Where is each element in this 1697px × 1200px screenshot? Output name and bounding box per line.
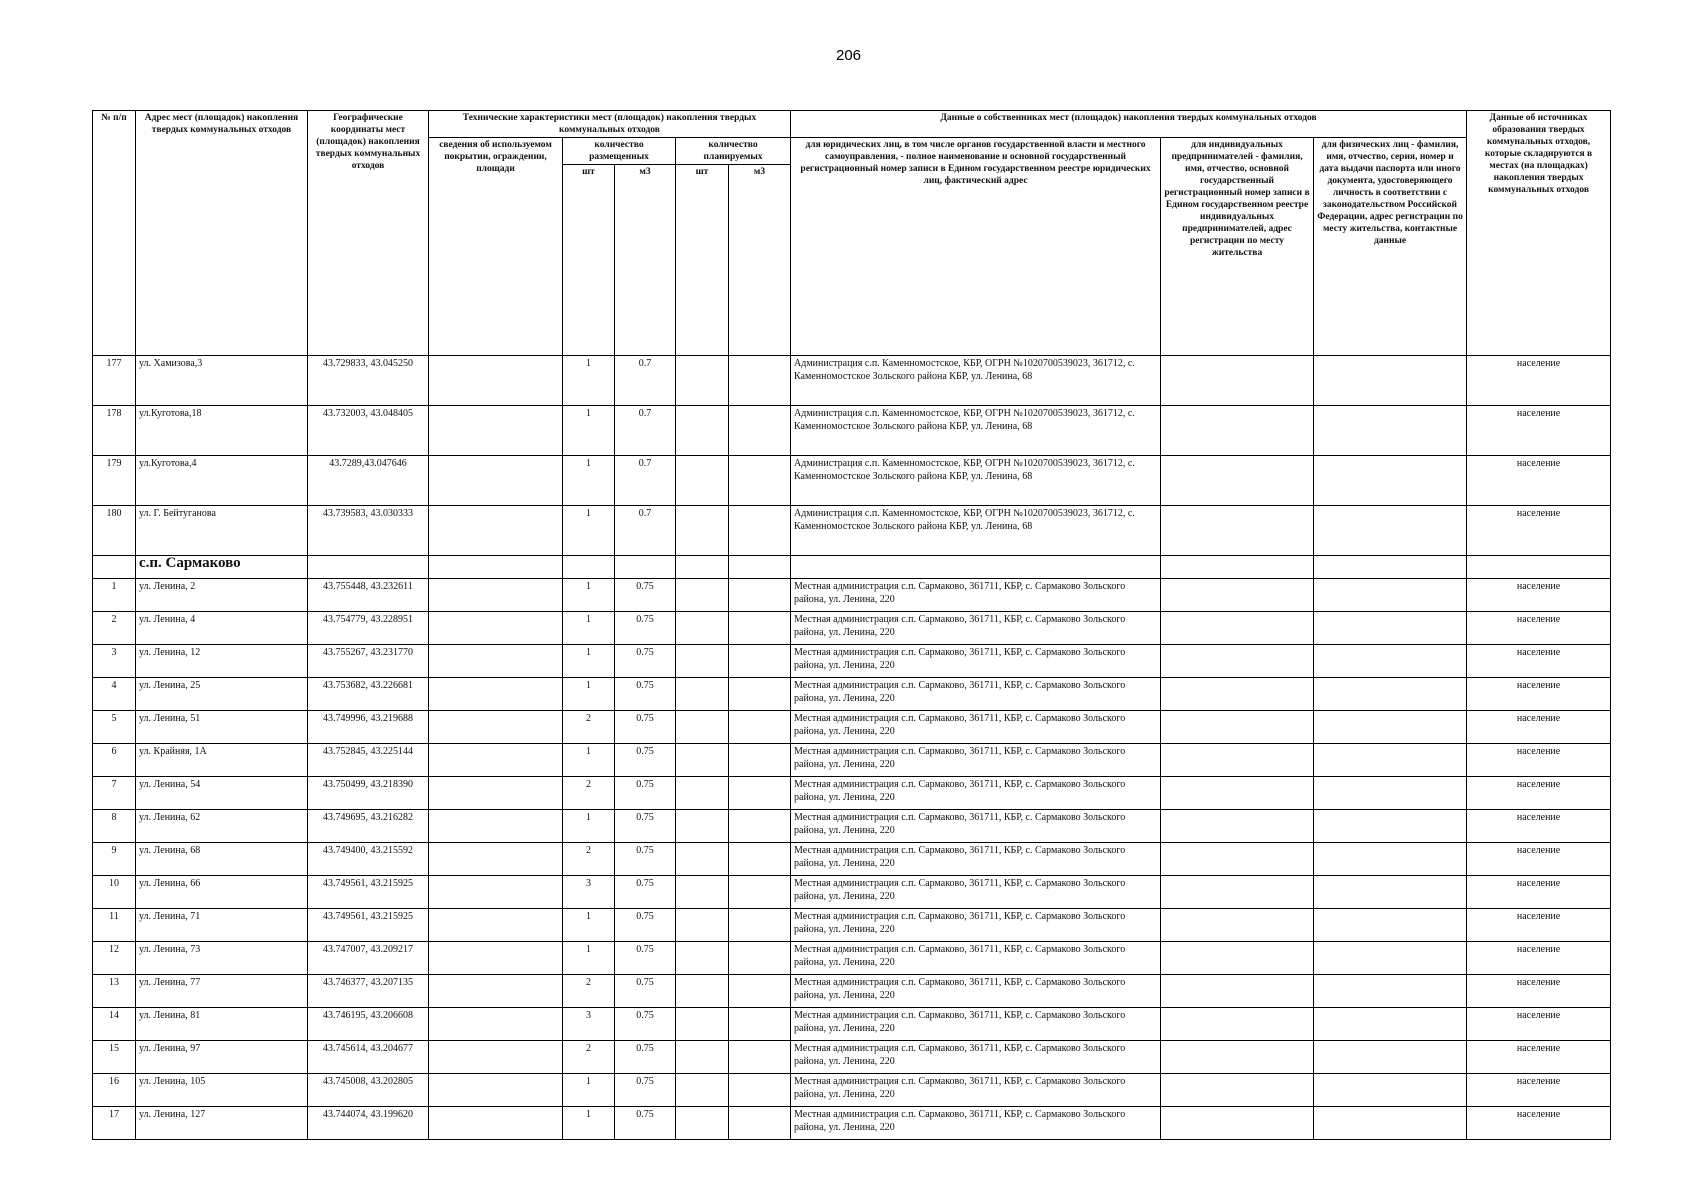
cell-cover (429, 612, 563, 645)
cell-m3: 0.75 (615, 579, 676, 612)
cell-pcs: 3 (563, 876, 615, 909)
cell-m3-planned (729, 1074, 791, 1107)
cell-owner-phys (1314, 1041, 1467, 1074)
table-row (93, 1041, 1611, 1074)
cell-pcs-planned (676, 678, 729, 711)
cell-address: ул. Ленина, 105 (136, 1074, 308, 1107)
cell-owner-ip (1161, 1041, 1314, 1074)
cell-m3-planned (729, 356, 791, 406)
cell-pcs: 1 (563, 456, 615, 506)
cell-pcs: 1 (563, 579, 615, 612)
cell-owner-ip (1161, 506, 1314, 556)
cell-address: ул.Куготова,4 (136, 456, 308, 506)
cell-pcs-planned (676, 942, 729, 975)
cell-owner-phys (1314, 975, 1467, 1008)
cell-pcs-planned (676, 645, 729, 678)
cell-source: население (1467, 777, 1611, 810)
cell-owner-legal: Местная администрация с.п. Сармаково, 361711, КБР, с. Сармаково Зольского района, ул. Ленина, 220 (791, 1008, 1161, 1041)
cell-pcs: 1 (563, 645, 615, 678)
cell-owner-legal: Администрация с.п. Каменномостское, КБР, ОГРН №1020700539023, 361712, с. Каменномостское Зольского района КБР, ул. Ленина, 68 (791, 456, 1161, 506)
cell-address: ул. Ленина, 68 (136, 843, 308, 876)
cell-owner-phys (1314, 579, 1467, 612)
cell-coords: 43.746195, 43.206608 (308, 1008, 429, 1041)
cell-owner-phys (1314, 612, 1467, 645)
cell-address: ул. Ленина, 77 (136, 975, 308, 1008)
cell-pcs-planned (676, 456, 729, 506)
cell-source: население (1467, 678, 1611, 711)
cell-num: 13 (93, 975, 136, 1008)
cell-m3-planned (729, 579, 791, 612)
cell-m3: 0.75 (615, 777, 676, 810)
cell-owner-phys (1314, 678, 1467, 711)
table-row (93, 645, 1611, 678)
section-row (93, 556, 1611, 579)
header-unit-pcs: шт (563, 165, 615, 356)
cell-pcs: 1 (563, 1107, 615, 1140)
header-unit-m3-planned: м3 (729, 165, 791, 356)
cell-num: 14 (93, 1008, 136, 1041)
cell-source: население (1467, 356, 1611, 406)
cell-address: ул. Ленина, 2 (136, 579, 308, 612)
cell-pcs-planned (676, 876, 729, 909)
cell-coords: 43.749561, 43.215925 (308, 876, 429, 909)
cell-owner-ip (1161, 456, 1314, 506)
cell-num: 9 (93, 843, 136, 876)
cell-coords: 43.752845, 43.225144 (308, 744, 429, 777)
cell-owner-phys (1314, 356, 1467, 406)
header-qty-planned: количество планируемых (676, 138, 791, 165)
cell-coords: 43.745008, 43.202805 (308, 1074, 429, 1107)
cell-source: население (1467, 579, 1611, 612)
cell-owner-ip (1161, 744, 1314, 777)
cell-num: 5 (93, 711, 136, 744)
cell-m3-planned (729, 1041, 791, 1074)
cell-pcs-planned (676, 843, 729, 876)
cell-num: 8 (93, 810, 136, 843)
cell-owner-ip (1161, 942, 1314, 975)
cell-m3: 0.7 (615, 406, 676, 456)
cell-pcs-planned (676, 711, 729, 744)
cell-owner-ip (1161, 1074, 1314, 1107)
cell-num: 10 (93, 876, 136, 909)
table-row (93, 506, 1611, 556)
table-row (93, 810, 1611, 843)
cell-owner-legal: Местная администрация с.п. Сармаково, 361711, КБР, с. Сармаково Зольского района, ул. Ленина, 220 (791, 876, 1161, 909)
cell-owner-phys (1314, 810, 1467, 843)
cell-cover (429, 678, 563, 711)
cell-owner-phys (1314, 1008, 1467, 1041)
cell-cover (429, 456, 563, 506)
table-row (93, 612, 1611, 645)
cell-pcs: 1 (563, 678, 615, 711)
header-sources: Данные об источниках образования твердых коммунальных отходов, которые складируются в местах (на площадках) накопления твердых коммунальных отходов (1467, 111, 1611, 356)
cell-pcs-planned (676, 975, 729, 1008)
cell-m3: 0.75 (615, 1008, 676, 1041)
header-tech: Технические характеристики мест (площадок) накопления твердых коммунальных отходов (429, 111, 791, 138)
cell-source: население (1467, 810, 1611, 843)
cell-m3-planned (729, 711, 791, 744)
cell-owner-legal: Местная администрация с.п. Сармаково, 361711, КБР, с. Сармаково Зольского района, ул. Ленина, 220 (791, 744, 1161, 777)
header-num: № п/п (93, 111, 136, 356)
cell-pcs: 3 (563, 1008, 615, 1041)
table-row (93, 744, 1611, 777)
cell-address: ул. Ленина, 25 (136, 678, 308, 711)
cell-owner-legal: Местная администрация с.п. Сармаково, 361711, КБР, с. Сармаково Зольского района, ул. Ленина, 220 (791, 777, 1161, 810)
cell-m3: 0.75 (615, 942, 676, 975)
cell-cover (429, 1008, 563, 1041)
cell-source: население (1467, 506, 1611, 556)
cell-cover (429, 579, 563, 612)
header-tech-cover: сведения об используемом покрытии, ограждении, площади (429, 138, 563, 356)
cell-m3: 0.7 (615, 356, 676, 406)
cell-m3-planned (729, 975, 791, 1008)
cell-owner-legal: Местная администрация с.п. Сармаково, 361711, КБР, с. Сармаково Зольского района, ул. Ленина, 220 (791, 645, 1161, 678)
cell-m3-planned (729, 406, 791, 456)
cell-source: население (1467, 1041, 1611, 1074)
cell-owner-legal: Администрация с.п. Каменномостское, КБР, ОГРН №1020700539023, 361712, с. Каменномостское Зольского района КБР, ул. Ленина, 68 (791, 406, 1161, 456)
cell-cover (429, 1074, 563, 1107)
header-owners-ip: для индивидуальных предпринимателей - фамилия, имя, отчество, основной государственный регистрационный номер записи в Едином государственном реестре индивидуальных предпринимателей, адрес регистрации по месту жительства (1161, 138, 1314, 356)
cell-m3: 0.75 (615, 711, 676, 744)
cell-source: население (1467, 1107, 1611, 1140)
cell-address: ул. Ленина, 71 (136, 909, 308, 942)
cell-num: 180 (93, 506, 136, 556)
cell-num: 12 (93, 942, 136, 975)
cell-owner-ip (1161, 645, 1314, 678)
header-coords: Географические координаты мест (площадок) накопления твердых коммунальных отходов (308, 111, 429, 356)
cell-m3: 0.75 (615, 645, 676, 678)
cell-address: ул. Ленина, 54 (136, 777, 308, 810)
cell-pcs: 2 (563, 777, 615, 810)
cell-m3: 0.7 (615, 456, 676, 506)
cell-num: 16 (93, 1074, 136, 1107)
cell-owner-ip (1161, 406, 1314, 456)
cell-source: население (1467, 645, 1611, 678)
cell-cover (429, 711, 563, 744)
cell-owner-phys (1314, 876, 1467, 909)
cell-owner-legal: Местная администрация с.п. Сармаково, 361711, КБР, с. Сармаково Зольского района, ул. Ленина, 220 (791, 579, 1161, 612)
table-row (93, 579, 1611, 612)
cell-m3-planned (729, 645, 791, 678)
cell-coords: 43.749561, 43.215925 (308, 909, 429, 942)
cell-address: ул. Ленина, 12 (136, 645, 308, 678)
cell-pcs-planned (676, 777, 729, 810)
cell-source: население (1467, 406, 1611, 456)
cell-cover (429, 843, 563, 876)
cell-address: ул. Ленина, 62 (136, 810, 308, 843)
cell-m3: 0.75 (615, 744, 676, 777)
cell-cover (429, 975, 563, 1008)
cell-m3: 0.75 (615, 1041, 676, 1074)
cell-pcs-planned (676, 1008, 729, 1041)
cell-m3: 0.75 (615, 678, 676, 711)
table-row (93, 1008, 1611, 1041)
table-row (93, 406, 1611, 456)
cell-m3-planned (729, 1008, 791, 1041)
header-unit-pcs-planned: шт (676, 165, 729, 356)
cell-pcs: 2 (563, 1041, 615, 1074)
cell-address: ул. Ленина, 51 (136, 711, 308, 744)
cell-address: ул.Куготова,18 (136, 406, 308, 456)
table-row (93, 678, 1611, 711)
cell-m3-planned (729, 744, 791, 777)
cell-cover (429, 1107, 563, 1140)
cell-owner-ip (1161, 810, 1314, 843)
header-owners: Данные о собственниках мест (площадок) накопления твердых коммунальных отходов (791, 111, 1467, 138)
cell-owner-legal: Местная администрация с.п. Сармаково, 361711, КБР, с. Сармаково Зольского района, ул. Ленина, 220 (791, 843, 1161, 876)
cell-owner-ip (1161, 975, 1314, 1008)
cell-owner-legal: Администрация с.п. Каменномостское, КБР, ОГРН №1020700539023, 361712, с. Каменномостское Зольского района КБР, ул. Ленина, 68 (791, 356, 1161, 406)
cell-coords: 43.755267, 43.231770 (308, 645, 429, 678)
cell-cover (429, 810, 563, 843)
cell-pcs: 2 (563, 711, 615, 744)
cell-m3: 0.75 (615, 810, 676, 843)
cell-num: 177 (93, 356, 136, 406)
cell-coords: 43.749400, 43.215592 (308, 843, 429, 876)
cell-pcs: 2 (563, 975, 615, 1008)
waste-sites-table (92, 110, 1611, 1140)
cell-pcs: 1 (563, 406, 615, 456)
table-row (93, 909, 1611, 942)
cell-cover (429, 506, 563, 556)
cell-cover (429, 777, 563, 810)
header-owners-legal: для юридических лиц, в том числе органов государственной власти и местного самоуправления, - полное наименование и основной государственный регистрационный номер записи в Едином государственном реестре юридических лиц, фактический адрес (791, 138, 1161, 356)
cell-m3-planned (729, 678, 791, 711)
cell-owner-legal: Местная администрация с.п. Сармаково, 361711, КБР, с. Сармаково Зольского района, ул. Ленина, 220 (791, 612, 1161, 645)
cell-owner-ip (1161, 711, 1314, 744)
cell-owner-ip (1161, 579, 1314, 612)
cell-owner-phys (1314, 456, 1467, 506)
cell-m3-planned (729, 909, 791, 942)
cell-m3: 0.7 (615, 506, 676, 556)
cell-owner-legal: Местная администрация с.п. Сармаково, 361711, КБР, с. Сармаково Зольского района, ул. Ленина, 220 (791, 1041, 1161, 1074)
cell-num: 15 (93, 1041, 136, 1074)
table-row (93, 456, 1611, 506)
cell-owner-ip (1161, 678, 1314, 711)
cell-m3-planned (729, 612, 791, 645)
table-row (93, 942, 1611, 975)
cell-source: население (1467, 456, 1611, 506)
cell-owner-phys (1314, 711, 1467, 744)
section-title: с.п. Сармаково (136, 556, 308, 579)
cell-m3-planned (729, 777, 791, 810)
cell-cover (429, 406, 563, 456)
cell-num: 3 (93, 645, 136, 678)
cell-m3-planned (729, 506, 791, 556)
cell-m3-planned (729, 1107, 791, 1140)
section-sarmakovo (93, 556, 1611, 579)
cell-m3: 0.75 (615, 975, 676, 1008)
cell-cover (429, 1041, 563, 1074)
cell-owner-ip (1161, 777, 1314, 810)
cell-coords: 43.750499, 43.218390 (308, 777, 429, 810)
cell-owner-legal: Местная администрация с.п. Сармаково, 361711, КБР, с. Сармаково Зольского района, ул. Ленина, 220 (791, 942, 1161, 975)
cell-source: население (1467, 612, 1611, 645)
cell-num: 17 (93, 1107, 136, 1140)
header-address: Адрес мест (площадок) накопления твердых коммунальных отходов (136, 111, 308, 356)
cell-m3-planned (729, 456, 791, 506)
cell-pcs: 1 (563, 356, 615, 406)
cell-owner-ip (1161, 1107, 1314, 1140)
cell-coords: 43.754779, 43.228951 (308, 612, 429, 645)
cell-pcs-planned (676, 810, 729, 843)
table-row (93, 975, 1611, 1008)
cell-address: ул. Ленина, 127 (136, 1107, 308, 1140)
cell-m3-planned (729, 810, 791, 843)
cell-address: ул. Ленина, 73 (136, 942, 308, 975)
cell-cover (429, 909, 563, 942)
cell-coords: 43.732003, 43.048405 (308, 406, 429, 456)
cell-owner-phys (1314, 645, 1467, 678)
cell-num: 7 (93, 777, 136, 810)
cell-owner-phys (1314, 406, 1467, 456)
header-owners-phys: для физических лиц - фамилия, имя, отчество, серия, номер и дата выдачи паспорта или иного документа, удостоверяющего личность в соответствии с законодательством Российской Федерации, адрес регистрации по месту жительства, контактные данные (1314, 138, 1467, 356)
cell-pcs-planned (676, 1074, 729, 1107)
cell-num: 4 (93, 678, 136, 711)
cell-source: население (1467, 1074, 1611, 1107)
header-qty-placed: количество размещенных (563, 138, 676, 165)
cell-cover (429, 356, 563, 406)
page-number: 206 (835, 47, 862, 64)
rows-kamennomostskoe (93, 356, 1611, 556)
cell-pcs: 1 (563, 942, 615, 975)
cell-coords: 43.747007, 43.209217 (308, 942, 429, 975)
cell-source: население (1467, 711, 1611, 744)
cell-pcs-planned (676, 506, 729, 556)
cell-owner-phys (1314, 1074, 1467, 1107)
cell-owner-legal: Местная администрация с.п. Сармаково, 361711, КБР, с. Сармаково Зольского района, ул. Ленина, 220 (791, 1074, 1161, 1107)
cell-address: ул. Хамизова,3 (136, 356, 308, 406)
cell-num: 6 (93, 744, 136, 777)
cell-owner-phys (1314, 909, 1467, 942)
table-row (93, 356, 1611, 406)
cell-source: население (1467, 744, 1611, 777)
cell-m3: 0.75 (615, 1074, 676, 1107)
cell-pcs: 1 (563, 909, 615, 942)
cell-owner-phys (1314, 843, 1467, 876)
cell-owner-ip (1161, 909, 1314, 942)
cell-cover (429, 876, 563, 909)
cell-num: 178 (93, 406, 136, 456)
cell-m3: 0.75 (615, 876, 676, 909)
cell-m3-planned (729, 843, 791, 876)
table-row (93, 1107, 1611, 1140)
cell-source: население (1467, 909, 1611, 942)
cell-coords: 43.739583, 43.030333 (308, 506, 429, 556)
cell-pcs-planned (676, 744, 729, 777)
cell-pcs: 1 (563, 1074, 615, 1107)
table-row (93, 876, 1611, 909)
cell-owner-ip (1161, 356, 1314, 406)
cell-address: ул. Крайняя, 1А (136, 744, 308, 777)
cell-owner-legal: Администрация с.п. Каменномостское, КБР, ОГРН №1020700539023, 361712, с. Каменномостское Зольского района КБР, ул. Ленина, 68 (791, 506, 1161, 556)
cell-owner-ip (1161, 876, 1314, 909)
cell-owner-ip (1161, 612, 1314, 645)
cell-cover (429, 645, 563, 678)
cell-m3-planned (729, 942, 791, 975)
cell-owner-ip (1161, 1008, 1314, 1041)
cell-coords: 43.745614, 43.204677 (308, 1041, 429, 1074)
table-header (93, 111, 1611, 356)
rows-sarmakovo (93, 579, 1611, 1140)
cell-address: ул. Ленина, 97 (136, 1041, 308, 1074)
cell-num: 2 (93, 612, 136, 645)
cell-coords: 43.746377, 43.207135 (308, 975, 429, 1008)
cell-pcs: 1 (563, 744, 615, 777)
cell-address: ул. Ленина, 4 (136, 612, 308, 645)
cell-owner-legal: Местная администрация с.п. Сармаково, 361711, КБР, с. Сармаково Зольского района, ул. Ленина, 220 (791, 678, 1161, 711)
cell-source: население (1467, 942, 1611, 975)
cell-owner-phys (1314, 777, 1467, 810)
header-unit-m3: м3 (615, 165, 676, 356)
cell-owner-phys (1314, 744, 1467, 777)
cell-source: население (1467, 876, 1611, 909)
cell-pcs: 1 (563, 612, 615, 645)
cell-pcs-planned (676, 612, 729, 645)
cell-coords: 43.749996, 43.219688 (308, 711, 429, 744)
cell-source: население (1467, 975, 1611, 1008)
cell-m3: 0.75 (615, 612, 676, 645)
cell-coords: 43.755448, 43.232611 (308, 579, 429, 612)
cell-owner-phys (1314, 1107, 1467, 1140)
cell-coords: 43.749695, 43.216282 (308, 810, 429, 843)
table-row (93, 1074, 1611, 1107)
cell-address: ул. Ленина, 66 (136, 876, 308, 909)
cell-owner-legal: Местная администрация с.п. Сармаково, 361711, КБР, с. Сармаково Зольского района, ул. Ленина, 220 (791, 909, 1161, 942)
cell-pcs: 1 (563, 810, 615, 843)
cell-pcs-planned (676, 1041, 729, 1074)
cell-pcs-planned (676, 909, 729, 942)
cell-owner-legal: Местная администрация с.п. Сармаково, 361711, КБР, с. Сармаково Зольского района, ул. Ленина, 220 (791, 975, 1161, 1008)
cell-pcs: 1 (563, 506, 615, 556)
cell-m3: 0.75 (615, 1107, 676, 1140)
cell-m3: 0.75 (615, 843, 676, 876)
cell-owner-phys (1314, 506, 1467, 556)
cell-source: население (1467, 843, 1611, 876)
cell-address: ул. Г. Бейтуганова (136, 506, 308, 556)
cell-coords: 43.7289,43.047646 (308, 456, 429, 506)
cell-owner-phys (1314, 942, 1467, 975)
cell-owner-legal: Местная администрация с.п. Сармаково, 361711, КБР, с. Сармаково Зольского района, ул. Ленина, 220 (791, 711, 1161, 744)
table-row (93, 777, 1611, 810)
cell-num: 11 (93, 909, 136, 942)
cell-m3: 0.75 (615, 909, 676, 942)
cell-pcs-planned (676, 356, 729, 406)
cell-source: население (1467, 1008, 1611, 1041)
cell-owner-legal: Местная администрация с.п. Сармаково, 361711, КБР, с. Сармаково Зольского района, ул. Ленина, 220 (791, 1107, 1161, 1140)
cell-pcs: 2 (563, 843, 615, 876)
cell-num: 1 (93, 579, 136, 612)
cell-coords: 43.729833, 43.045250 (308, 356, 429, 406)
table-row (93, 843, 1611, 876)
cell-m3-planned (729, 876, 791, 909)
cell-pcs-planned (676, 406, 729, 456)
cell-coords: 43.744074, 43.199620 (308, 1107, 429, 1140)
cell-pcs-planned (676, 1107, 729, 1140)
cell-pcs-planned (676, 579, 729, 612)
cell-owner-legal: Местная администрация с.п. Сармаково, 361711, КБР, с. Сармаково Зольского района, ул. Ленина, 220 (791, 810, 1161, 843)
cell-cover (429, 744, 563, 777)
cell-cover (429, 942, 563, 975)
cell-address: ул. Ленина, 81 (136, 1008, 308, 1041)
cell-owner-ip (1161, 843, 1314, 876)
table-row (93, 711, 1611, 744)
cell-num: 179 (93, 456, 136, 506)
cell-coords: 43.753682, 43.226681 (308, 678, 429, 711)
